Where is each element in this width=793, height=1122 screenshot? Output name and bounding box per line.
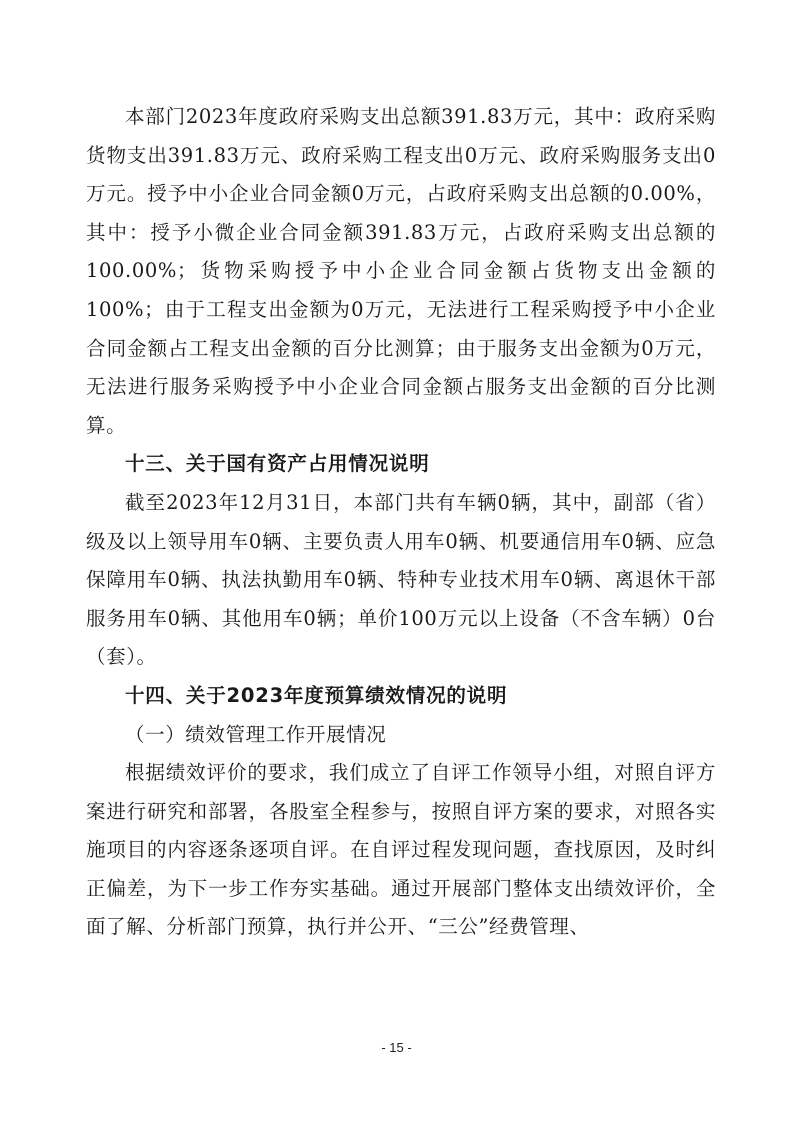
page-number: - 15 -	[381, 1040, 412, 1055]
subsection-heading-performance-management: （一）绩效管理工作开展情况	[125, 722, 387, 746]
paragraph-assets: 截至2023年12月31日，本部门共有车辆0辆，其中，副部（省）级及以上领导用车0辆、主要负责人用车0辆、机要通信用车0辆、应急保障用车0辆、执法执勤用车0辆、特种专业技术用车0辆、离退休干部服务用车0辆、其他用车0辆；单价100万元以上设备（不含车辆）0台（套）。	[86, 490, 716, 669]
section-heading-assets: 十三、关于国有资产占用情况说明	[125, 452, 430, 476]
document-body	[86, 98, 716, 947]
section-heading-performance: 十四、关于2023年度预算绩效情况的说明	[125, 683, 508, 707]
paragraph-performance: 根据绩效评价的要求，我们成立了自评工作领导小组，对照自评方案进行研究和部署，各股室全程参与，按照自评方案的要求，对照各实施项目的内容逐条逐项自评。在自评过程发现问题，查找原因，及时纠正偏差，为下一步工作夯实基础。通过开展部门整体支出绩效评价，全面了解、分析部门预算，执行并公开、“三公”经费管理、	[86, 761, 716, 939]
paragraph-procurement: 本部门2023年度政府采购支出总额391.83万元，其中：政府采购货物支出391.83万元、政府采购工程支出0万元、政府采购服务支出0万元。授予中小企业合同金额0万元，占政府采购支出总额的0.00%，其中：授予小微企业合同金额391.83万元，占政府采购支出总额的100.00%；货物采购授予中小企业合同金额占货物支出金额的100%；由于工程支出金额为0万元，无法进行工程采购授予中小企业合同金额占工程支出金额的百分比测算；由于服务支出金额为0万元，无法进行服务采购授予中小企业合同金额占服务支出金额的百分比测算。	[86, 105, 716, 437]
